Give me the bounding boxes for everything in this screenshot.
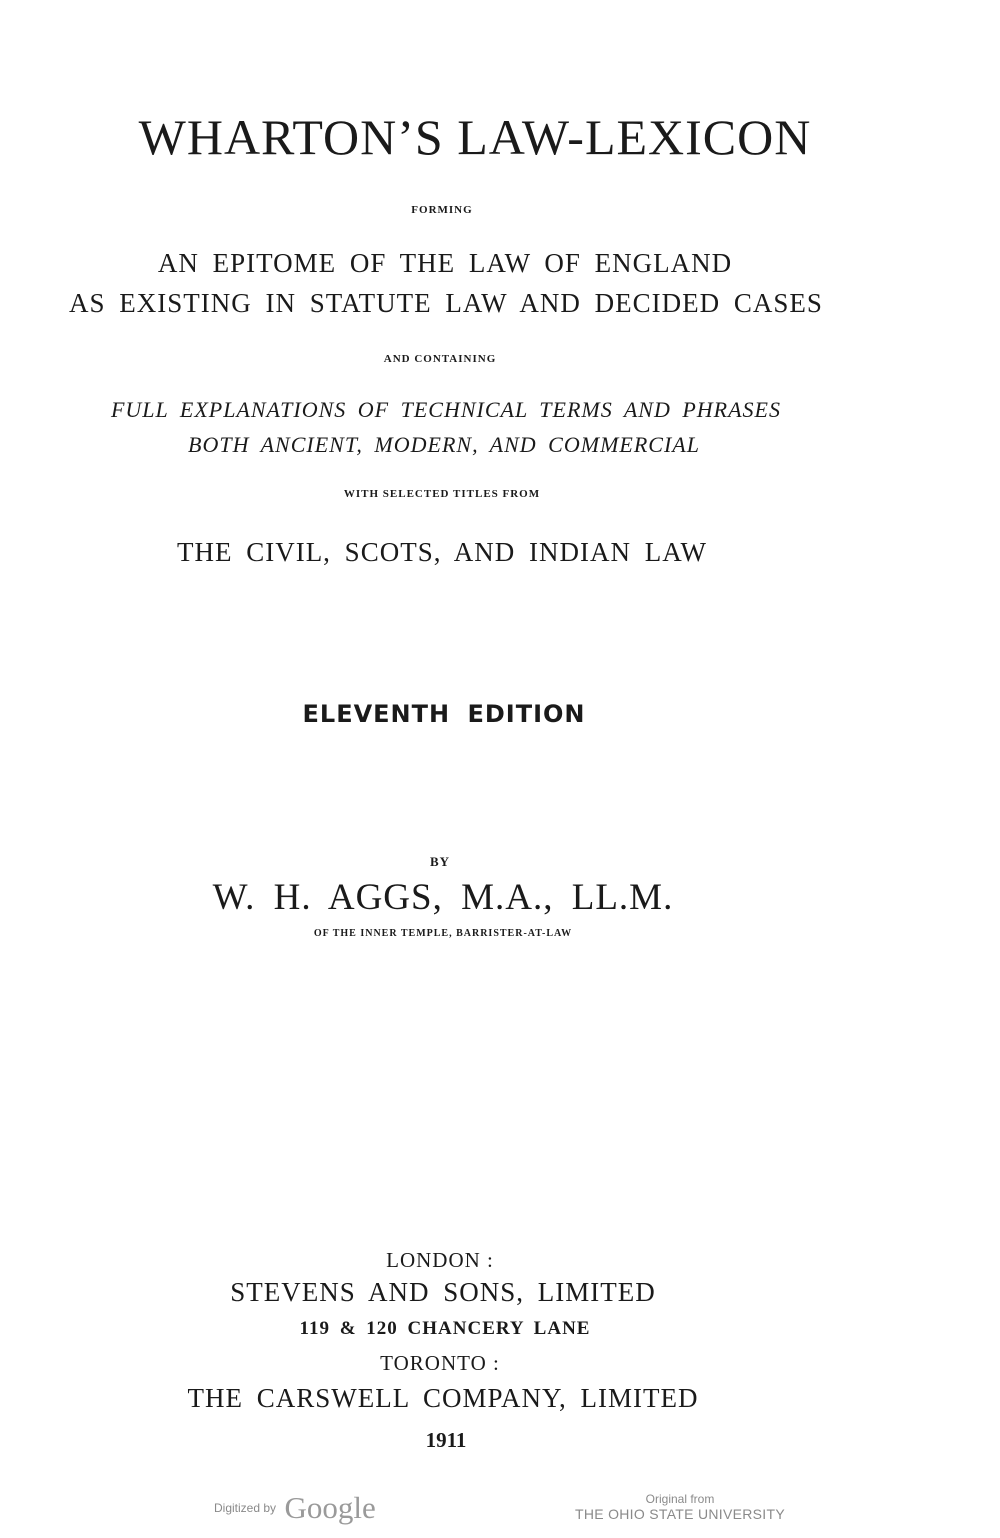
google-logo: Google <box>284 1490 376 1525</box>
edition-label: ELEVENTH EDITION <box>302 700 586 728</box>
original-from-watermark <box>560 1492 800 1522</box>
civil-scots-indian-law: THE CIVIL, SCOTS, AND INDIAN LAW <box>176 537 708 567</box>
by-label: BY <box>429 854 451 869</box>
digitized-by-label: Digitized by <box>214 1501 277 1515</box>
digitized-by-google-watermark <box>214 1490 376 1526</box>
forming-label: FORMING <box>411 204 473 216</box>
explanations-line-2: BOTH ANCIENT, MODERN, AND COMMERCIAL <box>188 432 700 457</box>
with-selected-label: WITH SELECTED TITLES FROM <box>343 488 541 500</box>
author-affiliation: OF THE INNER TEMPLE, BARRISTER-AT-LAW <box>313 928 573 939</box>
author-name: W. H. AGGS, M.A., LL.M. <box>212 877 674 918</box>
explanations-line-1: FULL EXPLANATIONS OF TECHNICAL TERMS AND PHRASES <box>110 397 781 422</box>
and-containing-label: AND CONTAINING <box>383 353 497 365</box>
book-title: WHARTON’S LAW-LEXICON <box>138 109 812 165</box>
university-label: THE OHIO STATE UNIVERSITY <box>574 1506 785 1522</box>
publisher-name-stevens: STEVENS AND SONS, LIMITED <box>230 1277 656 1307</box>
publication-year: 1911 <box>425 1428 467 1452</box>
publisher-city-toronto: TORONTO : <box>380 1351 500 1375</box>
publisher-city-london: LONDON : <box>386 1248 494 1272</box>
publisher-address: 119 & 120 CHANCERY LANE <box>299 1318 591 1339</box>
publisher-name-carswell: THE CARSWELL COMPANY, LIMITED <box>187 1383 699 1413</box>
epitome-line-1: AN EPITOME OF THE LAW OF ENGLAND <box>157 248 733 278</box>
epitome-line-2: AS EXISTING IN STATUTE LAW AND DECIDED CASES <box>69 288 823 318</box>
original-from-label: Original from <box>645 1492 715 1506</box>
